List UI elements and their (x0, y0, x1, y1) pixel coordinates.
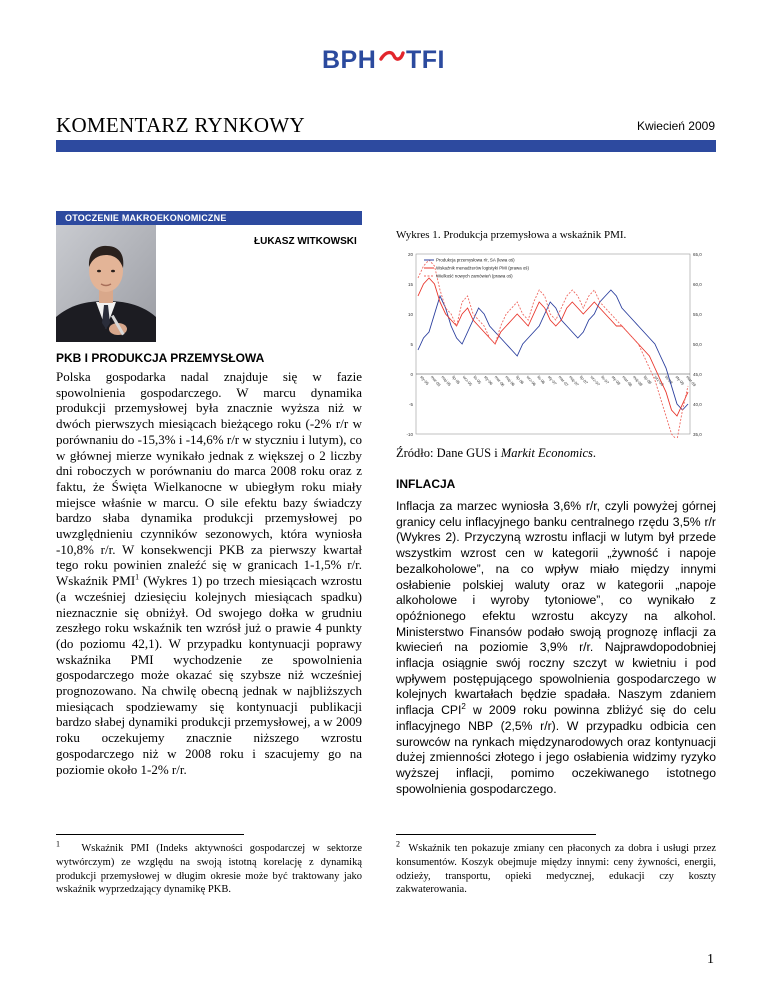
footnote-2-number: 2 (396, 839, 400, 849)
left-axis-tick-label: -5 (408, 402, 413, 407)
right-axis-tick-label: 55,0 (693, 312, 702, 317)
plot-frame (416, 254, 690, 434)
chart-source (396, 446, 596, 461)
footnote-ref-2: 2 (461, 702, 466, 712)
left-paragraph-part-1: Polska gospodarka nadal znajduje się w fazie spowolnienia gospodarczego. W marcu dynamika produkcji przemysłowej była znacznie wyższa niż w dwóch pierwszych miesiącach bieżącego roku (-2% r/r w porównaniu do -15,3% i -14,6% r/r w styczniu i lutym), co w głównej mierze wynikało jednak z większej o 2 liczby dni roboczych w porównaniu do marca 2008 roku oraz z faktu, że Święta Wielkanocne w ubiegłym roku miały miejsce właśnie w marcu. O sile efektu bazy świadczy bardzo słaba dynamika produkcji przemysłowej po uwzględnieniu czynników sezonowych, która wyniosła -10,8% r/r. W konsekwencji PKB za pierwszy kwartał tego roku powinien znaleźć się w granicach 1-1,5% r/r. Wskaźnik PMI (56, 369, 362, 589)
right-axis-tick-label: 35,0 (693, 432, 702, 437)
right-axis-tick-label: 45,0 (693, 372, 702, 377)
x-axis-tick-label: sty-09 (674, 374, 686, 386)
x-axis-tick-label: sty-08 (610, 374, 622, 386)
x-axis-tick-label: lis-05 (472, 374, 483, 385)
x-axis-tick-label: mar-09 (685, 374, 698, 388)
x-axis-tick-label: lip-06 (514, 374, 526, 386)
x-axis-tick-label: sty-05 (419, 374, 431, 386)
chart-caption-text: . Produkcja przemysłowa a wskaźnik PMI. (437, 229, 627, 241)
logo-text-left: BPH (322, 46, 377, 74)
footnote-2-text: Wskaźnik ten pokazuje zmiany cen płaconych za dobra i usługi przez konsumentów. Koszyk obejmuje między innymi: ceny żywności, energii, odzieży, transportu, opieki medycznej, edukacji czy koszty zakwaterowania. (396, 843, 716, 896)
company-logo (322, 40, 462, 80)
x-axis-tick-label: wrz-07 (589, 374, 602, 387)
right-axis-tick-label: 40,0 (693, 402, 702, 407)
right-body-text (396, 499, 716, 797)
footnote-1-number: 1 (56, 839, 60, 849)
x-axis-tick-label: mar-05 (429, 374, 442, 388)
left-body-text (56, 369, 362, 777)
x-axis-tick-label: mar-06 (493, 374, 506, 388)
footnote-1-text: Wskaźnik PMI (Indeks aktywności gospodarczej w sektorze wytwórczym) ze względu na swoją istotną korelację z dynamiką produkcji przemysłowej w długim okresie może być traktowany jako wskaźnik wyprzedzający dynamikę PKB. (56, 843, 362, 896)
chart-source-prefix: Źródło: Dane GUS i (396, 446, 501, 460)
chart-source-suffix: . (592, 446, 596, 460)
left-axis-tick-label: -10 (406, 432, 413, 437)
right-section-heading: INFLACJA (396, 477, 456, 491)
footnote-2 (396, 839, 716, 897)
page-title: KOMENTARZ RYNKOWY (56, 113, 305, 137)
logo-swoosh-icon (379, 50, 405, 62)
x-axis-tick-label: lis-07 (600, 374, 611, 385)
author-photo (56, 225, 156, 342)
series-line-1 (418, 290, 688, 410)
left-axis-tick-label: 10 (407, 312, 413, 317)
footnote-divider-right (396, 834, 596, 835)
section-banner: OTOCZENIE MAKROEKONOMICZNE (56, 211, 362, 225)
x-axis-tick-label: mar-08 (621, 374, 634, 388)
footnote-1 (56, 839, 362, 897)
right-axis-tick-label: 50,0 (693, 342, 702, 347)
legend-label-1: Produkcja przemysłowa r/r, SA (lewa oś) (436, 257, 515, 263)
x-axis-tick-label: wrz-08 (653, 374, 665, 387)
x-axis-tick-label: maj-08 (632, 374, 644, 388)
x-axis-tick-label: wrz-05 (461, 374, 474, 387)
chart-source-name: Markit Economics (500, 446, 593, 460)
page-number: 1 (707, 952, 714, 967)
author-name: ŁUKASZ WITKOWSKI (254, 236, 357, 247)
header-divider-bar (56, 140, 716, 152)
legend-label-2: Wskaźnik menadżerów logistyki PMI (prawa oś) (436, 265, 529, 271)
legend-label-3: Wielkość nowych zamówień (prawa oś) (436, 273, 513, 279)
x-axis-tick-label: sty-06 (483, 374, 494, 386)
x-axis-tick-label: maj-05 (440, 374, 453, 388)
footnote-divider-left (56, 834, 244, 835)
left-axis-tick-label: 20 (407, 252, 413, 257)
footnote-ref-1: 1 (135, 572, 140, 582)
x-axis-tick-label: maj-07 (568, 374, 580, 388)
chart-caption (396, 229, 626, 241)
x-axis-tick-label: lip-08 (642, 374, 653, 386)
chart-caption-label: Wykres 1 (396, 229, 438, 241)
x-axis-tick-label: mar-07 (557, 374, 570, 388)
x-axis-tick-label: lis-08 (663, 374, 674, 385)
right-axis-tick-label: 60,0 (693, 282, 702, 287)
left-section-heading: PKB I PRODUKCJA PRZEMYSŁOWA (56, 351, 265, 365)
left-paragraph-part-2: (Wykres 1) po trzech miesiącach wzrostu (a wcześniej dziesięciu kolejnych miesiącach spadku) nieznacznie się obniżył. Od swojego dołka w grudniu zeszłego roku wskaźnik ten wzrósł już o prawie 4 punkty (do poziomu 42,1). W przypadku kontynuacji poprawy wskaźnika PMI wychodzenie ze spowolnienia gospodarczego może okazać się szybsze niż wcześniej prognozowano. Na chwilę obecną jednak w najbliższych miesiącach spodziewamy się kontynuacji publikacji bardzo słabej dynamiki produkcji przemysłowej, a w 2009 roku oczekujemy znacznie niższego wzrostu gospodarczego niż w 2008 roku i szacujemy go na poziomie około 1-2% r/r. (56, 573, 362, 777)
line-chart (396, 248, 714, 438)
x-axis-tick-label: lip-07 (578, 374, 589, 386)
left-axis-tick-label: 15 (407, 282, 413, 287)
x-axis-tick-label: sty-07 (546, 374, 558, 386)
report-date: Kwiecień 2009 (636, 119, 715, 133)
logo-text-right: TFI (406, 46, 445, 74)
x-axis-tick-label: wrz-06 (525, 374, 538, 387)
x-axis-tick-label: lis-06 (536, 374, 547, 385)
right-axis-tick-label: 65,0 (693, 252, 702, 257)
right-paragraph-part-2: w 2009 roku powinna zbliżyć się do celu inflacyjnego NBP (2,5% r/r). W przypadku odbicia cen surowców na rynkach międzynarodowych oraz kontynuacji dużej zmienności złotego i jego osłabienia widzimy ryzyko wyższej inflacji, pomimo oczekiwanego istotnego spowolnienia gospodarczego. (396, 703, 716, 796)
x-axis-tick-label: lip-05 (451, 374, 462, 386)
series-line-2 (418, 278, 688, 416)
left-axis-tick-label: 0 (410, 372, 413, 377)
left-axis-tick-label: 5 (410, 342, 413, 347)
right-paragraph-part-1: Inflacja za marzec wyniosła 3,6% r/r, czyli powyżej górnej granicy celu inflacyjnego banku centralnego rzędu 3,5% r/r (Wykres 2). Przyczyną wzrostu inflacji w lutym był przede wszystkim wzrost cen w kategorii „żywność i napoje bezalkoholowe”, na co wpływ miało między innymi osłabienie polskiej waluty oraz w kategorii „napoje alkoholowe i wyroby tytoniowe”, co wynikało z opóźnionego efektu wzrostu akcyzy na alkohol. Ministerstwo Finansów podało swoją prognozę inflacji za kwiecień na poziomie 3,9% r/r. Najprawdopodobniej inflacja osiągnie swój roczny szczyt w kwietniu i pod wpływem postępującego spowolnienia gospodarczego w kolejnych kwartałach będzie spadała. Naszym zdaniem inflacja CPI (396, 499, 716, 718)
x-axis-tick-label: maj-06 (504, 374, 517, 388)
series-line-3 (418, 257, 688, 438)
